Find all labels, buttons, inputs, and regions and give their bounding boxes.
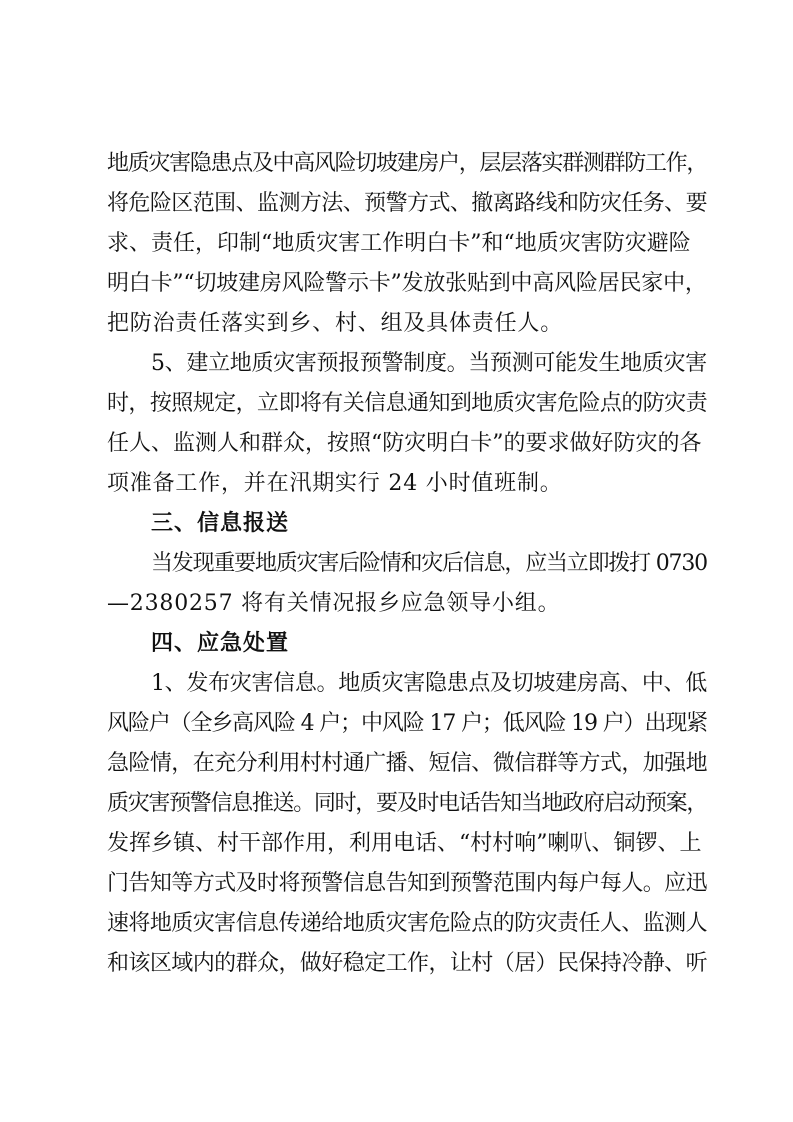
paragraph-line: 明白卡”“切坡建房风险警示卡”发放张贴到中高风险居民家中， [107,271,707,296]
paragraph-line: 把防治责任落实到乡、村、组及具体责任人。 [107,311,564,336]
paragraph-line: 任人、监测人和群众，按照“防灾明白卡”的要求做好防灾的各 [107,431,702,456]
paragraph-line: 和该区域内的群众，做好稳定工作，让村（居）民保持冷静、听 [107,951,707,976]
paragraph-line: 速将地质灾害信息传递给地质灾害危险点的防灾责任人、监测人 [107,911,707,936]
paragraph-line: 风险户（全乡高风险 4 户；中风险 17 户；低风险 19 户）出现紧 [107,711,707,736]
paragraph-line: 急险情，在充分利用村村通广播、短信、微信群等方式，加强地 [107,751,707,776]
section-heading-emergency-response: 四、应急处置 [151,631,290,656]
paragraph-line: 求、责任，印制“地质灾害工作明白卡”和“地质灾害防灾避险 [107,231,691,256]
paragraph-line: 门告知等方式及时将预警信息告知到预警范围内每户每人。应迅 [107,871,707,896]
paragraph-line: 项准备工作，并在汛期实行 24 小时值班制。 [107,471,563,496]
paragraph-line: 质灾害预警信息推送。同时，要及时电话告知当地政府启动预案， [107,791,707,816]
paragraph-line: 5、建立地质灾害预报预警制度。当预测可能发生地质灾害 [151,351,707,376]
paragraph-line: 时，按照规定，立即将有关信息通知到地质灾害危险点的防灾责 [107,391,707,416]
paragraph-line: 地质灾害隐患点及中高风险切坡建房户，层层落实群测群防工作， [107,151,707,176]
paragraph-line: —2380257 将有关情况报乡应急领导小组。 [107,591,561,616]
paragraph-line: 当发现重要地质灾害后险情和灾后信息，应当立即拨打 0730 [151,551,707,576]
paragraph-line: 将危险区范围、监测方法、预警方式、撤离路线和防灾任务、要 [107,191,707,216]
paragraph-line: 发挥乡镇、村干部作用，利用电话、“村村响”喇叭、铜锣、上 [107,831,702,856]
paragraph-line: 1、发布灾害信息。地质灾害隐患点及切坡建房高、中、低 [151,671,707,696]
section-heading-info-report: 三、信息报送 [151,511,290,536]
